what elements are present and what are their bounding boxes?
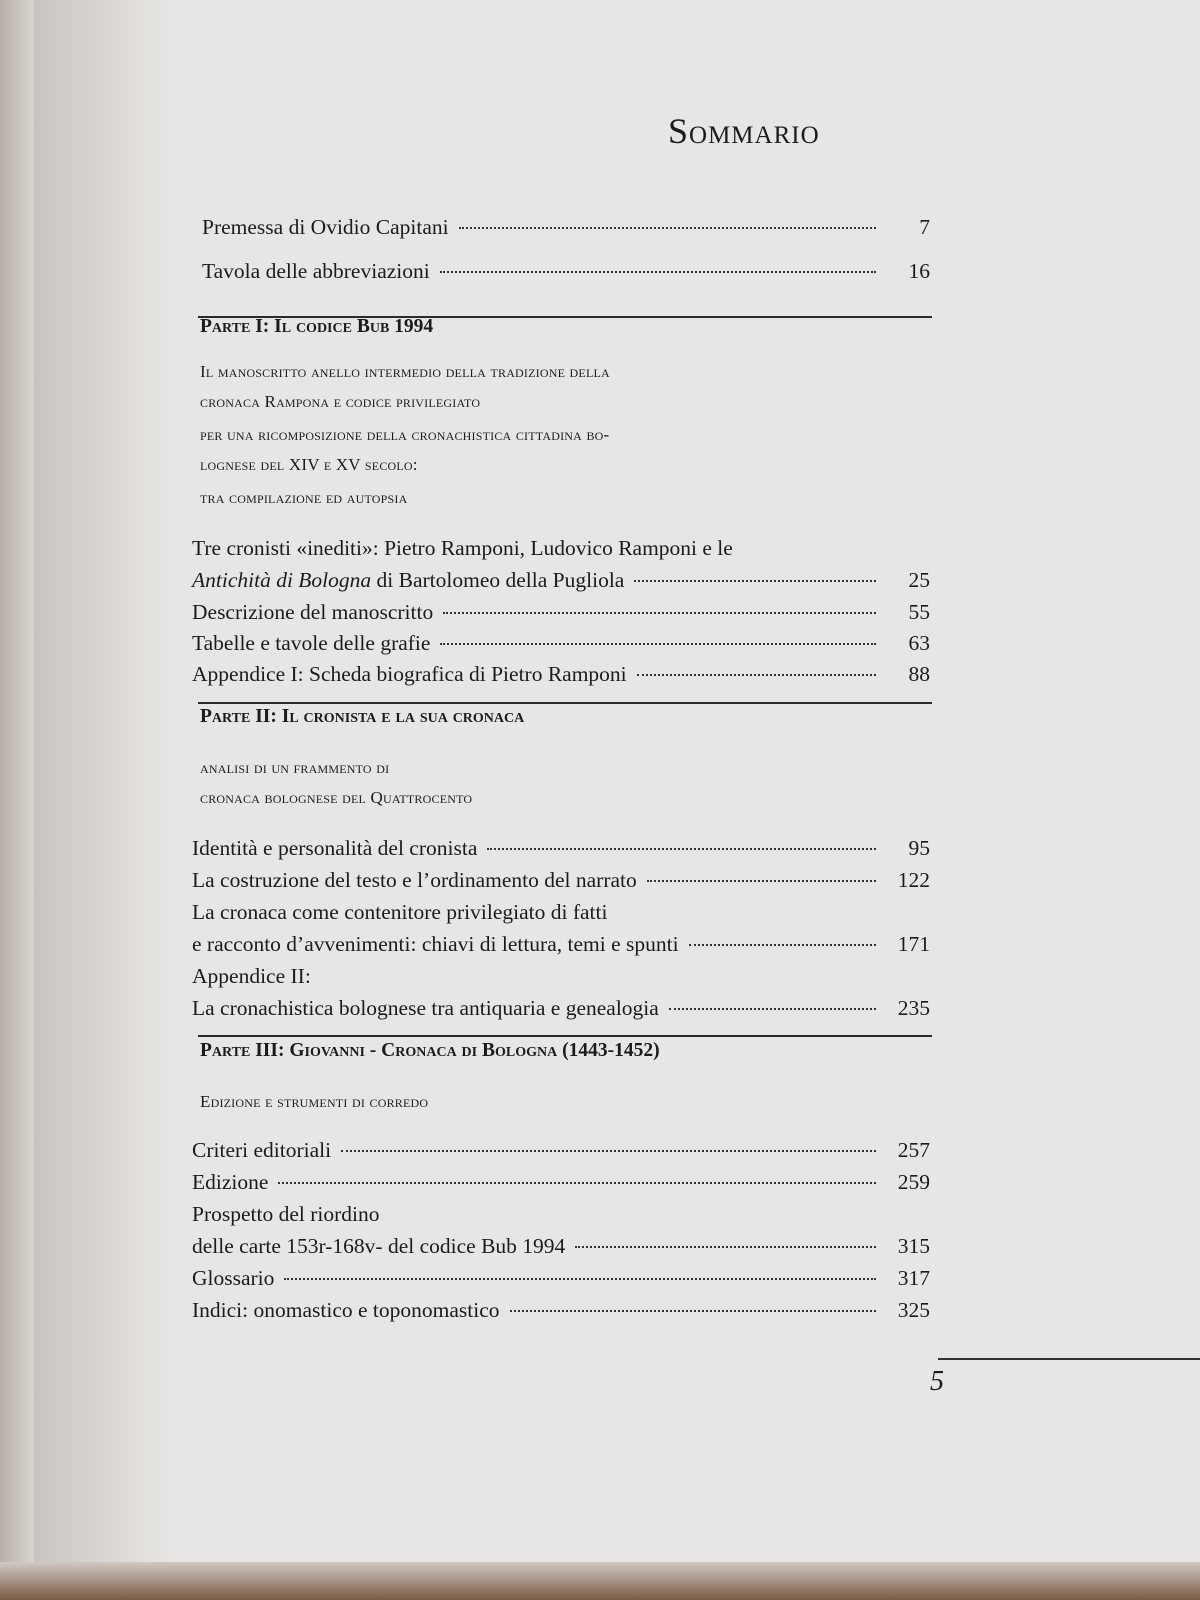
part-subtitle: Edizione e strumenti di corredo [200, 1092, 429, 1111]
toc-entry: La costruzione del testo e l’ordinamento del narrato 122 [192, 868, 930, 892]
toc-entry: Premessa di Ovidio Capitani 7 [202, 215, 930, 239]
book-gutter [34, 0, 174, 1600]
part-subtitle: analisi di un frammento di [200, 758, 390, 777]
part-subtitle: cronaca bolognese del Quattrocento [200, 788, 473, 807]
part-heading: Parte I: Il codice Bub 1994 [200, 316, 434, 337]
toc-entry: Tabelle e tavole delle grafie 63 [192, 631, 930, 655]
toc-entry: Tavola delle abbreviazioni 16 [202, 259, 930, 283]
part-subtitle: tra compilazione ed autopsia [200, 488, 408, 507]
toc-entry: Glossario 317 [192, 1266, 930, 1290]
toc-entry-line: Appendice II: [192, 964, 311, 988]
toc-entry: Identità e personalità del cronista 95 [192, 836, 930, 860]
toc-entry-line: Tre cronisti «inediti»: Pietro Ramponi, Ludovico Ramponi e le [192, 536, 733, 560]
book-edge [0, 0, 34, 1600]
part-heading: Parte III: Giovanni - Cronaca di Bologna (1443-1452) [200, 1040, 660, 1061]
toc-entry: Descrizione del manoscritto 55 [192, 600, 930, 624]
part-subtitle: Il manoscritto anello intermedio della tradizione della [200, 362, 610, 381]
divider [198, 702, 932, 704]
part-heading: Parte II: Il cronista e la sua cronaca [200, 706, 525, 727]
toc-entry: delle carte 153r-168v- del codice Bub 1994 315 [192, 1234, 930, 1258]
divider [198, 1035, 932, 1037]
toc-entry: Criteri editoriali 257 [192, 1138, 930, 1162]
page-title: Sommario [668, 111, 820, 151]
toc-entry: Appendice I: Scheda biografica di Pietro Ramponi 88 [192, 662, 930, 686]
toc-entry-line: Prospetto del riordino [192, 1202, 380, 1226]
part-subtitle: lognese del XIV e XV secolo: [200, 455, 418, 474]
toc-entry: Edizione 259 [192, 1170, 930, 1194]
toc-entry: e racconto d’avvenimenti: chiavi di lettura, temi e spunti 171 [192, 932, 930, 956]
toc-entry: Indici: onomastico e toponomastico 325 [192, 1298, 930, 1322]
page-number: 5 [930, 1366, 944, 1397]
part-subtitle: cronaca Rampona e codice privilegiato [200, 392, 481, 411]
folio-rule [938, 1358, 1200, 1360]
part-subtitle: per una ricomposizione della cronachistica cittadina bo- [200, 425, 610, 444]
table-surface [0, 1562, 1200, 1600]
toc-entry: Antichità di Bologna di Bartolomeo della Pugliola 25 [192, 568, 930, 592]
toc-entry: La cronachistica bolognese tra antiquaria e genealogia 235 [192, 996, 930, 1020]
toc-entry-line: La cronaca come contenitore privilegiato di fatti [192, 900, 608, 924]
